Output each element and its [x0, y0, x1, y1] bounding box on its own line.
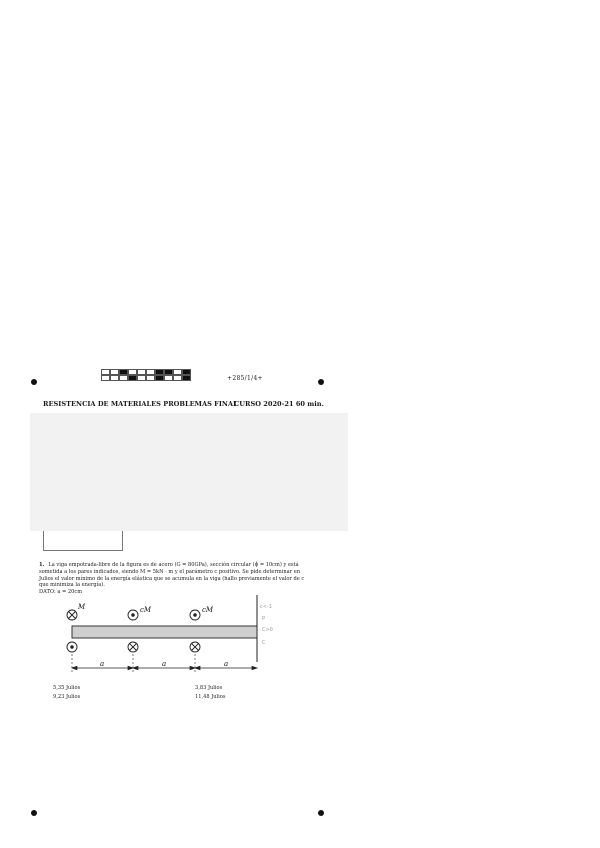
dimension-label: a	[100, 660, 105, 668]
answer-code-grid	[101, 369, 191, 381]
beam-diagram	[50, 592, 300, 682]
answer-option[interactable]: 11,48 Julios	[195, 694, 226, 700]
exam-id: +285/1/4+	[227, 375, 263, 382]
moment-symbol-dot	[67, 642, 77, 652]
registration-mark	[31, 810, 37, 816]
moment-label: cM	[202, 606, 214, 614]
answer-option[interactable]: 3,83 Julios	[195, 685, 223, 691]
moment-symbol-cross	[128, 642, 138, 652]
registration-mark	[31, 379, 37, 385]
course-info: CURSO 2020-21 60 min.	[234, 400, 324, 408]
code-grid-cell	[173, 375, 182, 381]
code-grid-row	[101, 375, 191, 381]
moment-label: M	[78, 603, 86, 611]
exam-title: RESISTENCIA DE MATERIALES PROBLEMAS FINAL	[43, 400, 238, 408]
code-grid-cell	[155, 375, 164, 381]
registration-mark	[318, 379, 324, 385]
handwritten-note: c<-1	[260, 604, 272, 610]
moment-symbol-cross	[67, 610, 77, 620]
moment-label: cM	[140, 606, 152, 614]
answer-option[interactable]: 5,35 Julios	[53, 685, 81, 691]
problem-statement	[39, 562, 311, 589]
code-grid-cell	[137, 375, 146, 381]
handwritten-note: C	[262, 640, 266, 646]
problem-number: 1.	[39, 562, 45, 568]
code-grid-cell	[110, 375, 119, 381]
dimension-line	[72, 654, 195, 674]
handwritten-note: P	[262, 616, 266, 622]
handwritten-note: C>0	[262, 627, 273, 633]
registration-mark	[318, 810, 324, 816]
code-grid-cell	[182, 375, 191, 381]
code-grid-cell	[101, 375, 110, 381]
id-box	[43, 531, 123, 551]
problem-text: La viga empotrada-libre de la figura es de acero (G = 80GPa), sección circular (ϕ = 10cm) y está sometida a los pares indicados, siendo M = 5kN · m y el parámetro c positivo. Se pide determinar en Julios el valor mínimo de la energía elástica que se acumula en la viga (hallo previamente el valor de c que minimiza la energía).	[39, 562, 305, 589]
moment-symbol-dot	[128, 610, 138, 620]
code-grid-cell	[164, 375, 173, 381]
moment-symbol-cross	[190, 642, 200, 652]
code-grid-cell	[119, 375, 128, 381]
exam-header	[43, 400, 324, 408]
student-info-area	[30, 413, 348, 531]
dimension-label: a	[162, 660, 167, 668]
answer-option[interactable]: 9,23 Julios	[53, 694, 81, 700]
moment-symbol-dot	[190, 610, 200, 620]
code-grid-cell	[146, 375, 155, 381]
beam	[72, 626, 257, 638]
problem-data: DATO: a = 20cm	[39, 589, 83, 595]
dimension-label: a	[224, 660, 229, 668]
code-grid-cell	[128, 375, 137, 381]
